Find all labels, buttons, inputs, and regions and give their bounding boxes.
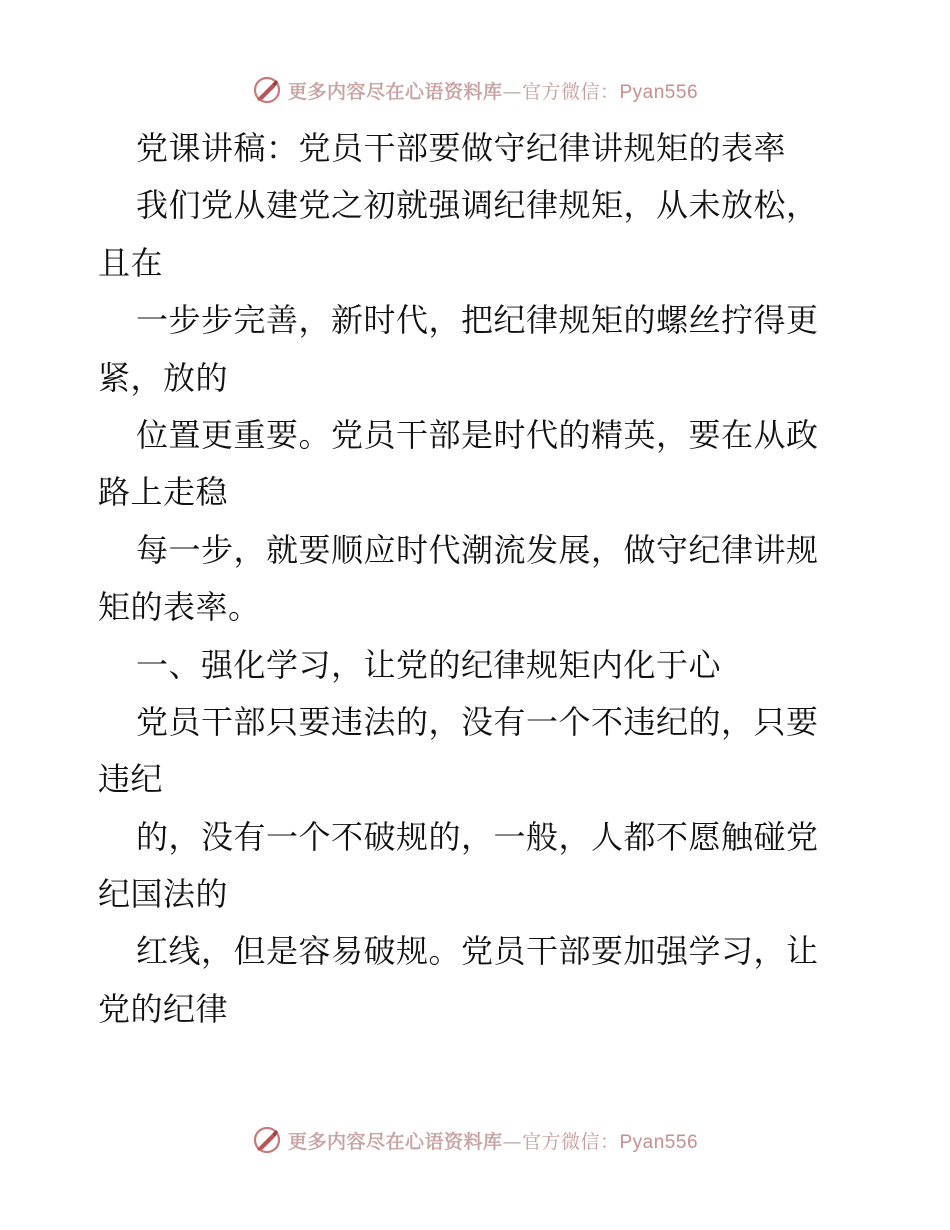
banner-separator: — [502,80,522,103]
body-line: 每一步，就要顺应时代潮流发展，做守纪律讲规 [136,530,819,569]
body-line: 的，没有一个不破规的，一般，人都不愿触碰党 [136,817,819,856]
banner-wechat-label: 官方微信： [521,1130,620,1153]
body-line: 违纪 [98,760,164,799]
body-line: 且在 [98,243,164,282]
header-watermark-banner [0,70,950,110]
banner-main-text: 更多内容尽在心语资料库 [287,1130,503,1153]
section-heading: 一、强化学习，让党的纪律规矩内化于心 [136,645,722,684]
body-line: 位置更重要。党员干部是时代的精英，要在从政 [136,415,819,454]
body-line: 矩的表率。 [98,588,261,627]
banner-wechat-id: Pyan556 [619,81,699,103]
document-body [98,120,858,1038]
banner-wechat-label: 官方微信： [521,80,620,103]
pen-logo-icon [252,75,282,105]
banner-separator: — [502,1130,522,1153]
pen-logo-icon [252,1125,282,1155]
body-line: 党的纪律 [98,989,229,1028]
footer-watermark-banner [0,1120,950,1160]
banner-wechat-id: Pyan556 [619,1131,699,1153]
body-line: 路上走稳 [98,473,229,512]
banner-main-text: 更多内容尽在心语资料库 [287,80,503,103]
body-line: 纪国法的 [98,875,229,914]
body-line: 紧，放的 [98,358,229,397]
document-title: 党课讲稿：党员干部要做守纪律讲规矩的表率 [136,129,787,167]
body-line: 一步步完善，新时代，把纪律规矩的螺丝拧得更 [136,301,819,340]
body-line: 党员干部只要违法的，没有一个不违纪的，只要 [136,702,819,741]
body-line: 红线，但是容易破规。党员干部要加强学习，让 [136,932,819,971]
body-line: 我们党从建党之初就强调纪律规矩，从未放松， [136,186,819,225]
